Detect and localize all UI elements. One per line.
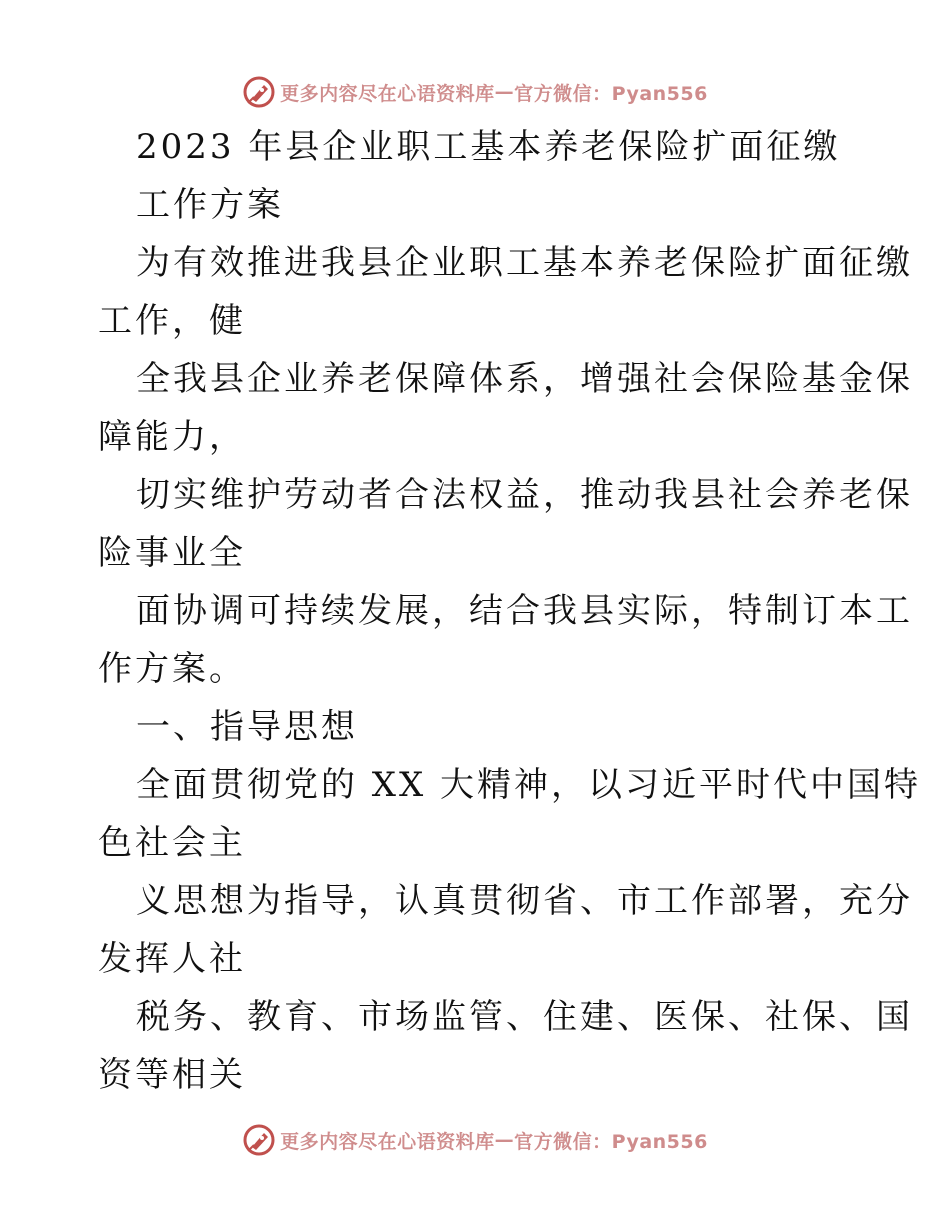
document-line: 全我县企业养老保障体系，增强社会保险基金保 [136, 359, 913, 399]
document-line: 税务、教育、市场监管、住建、医保、社保、国 [136, 997, 913, 1037]
pen-nib-logo-icon [242, 1123, 276, 1157]
document-line: 2023 年县企业职工基本养老保险扩面征缴 [136, 127, 841, 167]
document-line: 险事业全 [98, 533, 246, 573]
document-line: 全面贯彻党的 XX 大精神，以习近平时代中国特 [136, 765, 922, 805]
document-line: 切实维护劳动者合法权益，推动我县社会养老保 [136, 475, 913, 515]
document-line: 为有效推进我县企业职工基本养老保险扩面征缴 [136, 243, 913, 283]
pen-nib-logo-icon [242, 75, 276, 109]
header-separator: — [494, 81, 515, 103]
footer-contact-text: 官方微信：Pyan556 [514, 1130, 708, 1153]
header-contact-text: 官方微信：Pyan556 [514, 82, 708, 105]
document-line: 障能力， [98, 417, 246, 457]
document-line: 义思想为指导，认真贯彻省、市工作部署，充分 [136, 881, 913, 921]
header-brand-text: 更多内容尽在心语资料库 [280, 82, 495, 105]
document-line: 作方案。 [98, 649, 246, 689]
footer-banner [0, 1120, 950, 1160]
header-banner [0, 72, 950, 112]
document-line: 色社会主 [98, 823, 246, 863]
footer-brand-text: 更多内容尽在心语资料库 [280, 1130, 495, 1153]
document-line: 一、指导思想 [136, 707, 358, 747]
document-line: 资等相关 [98, 1055, 246, 1095]
document-line: 发挥人社 [98, 939, 246, 979]
footer-separator: — [494, 1129, 515, 1151]
document-line: 面协调可持续发展，结合我县实际，特制订本工 [136, 591, 913, 631]
document-line: 工作方案 [136, 185, 284, 225]
document-body [98, 118, 922, 1104]
document-line: 工作，健 [98, 301, 246, 341]
